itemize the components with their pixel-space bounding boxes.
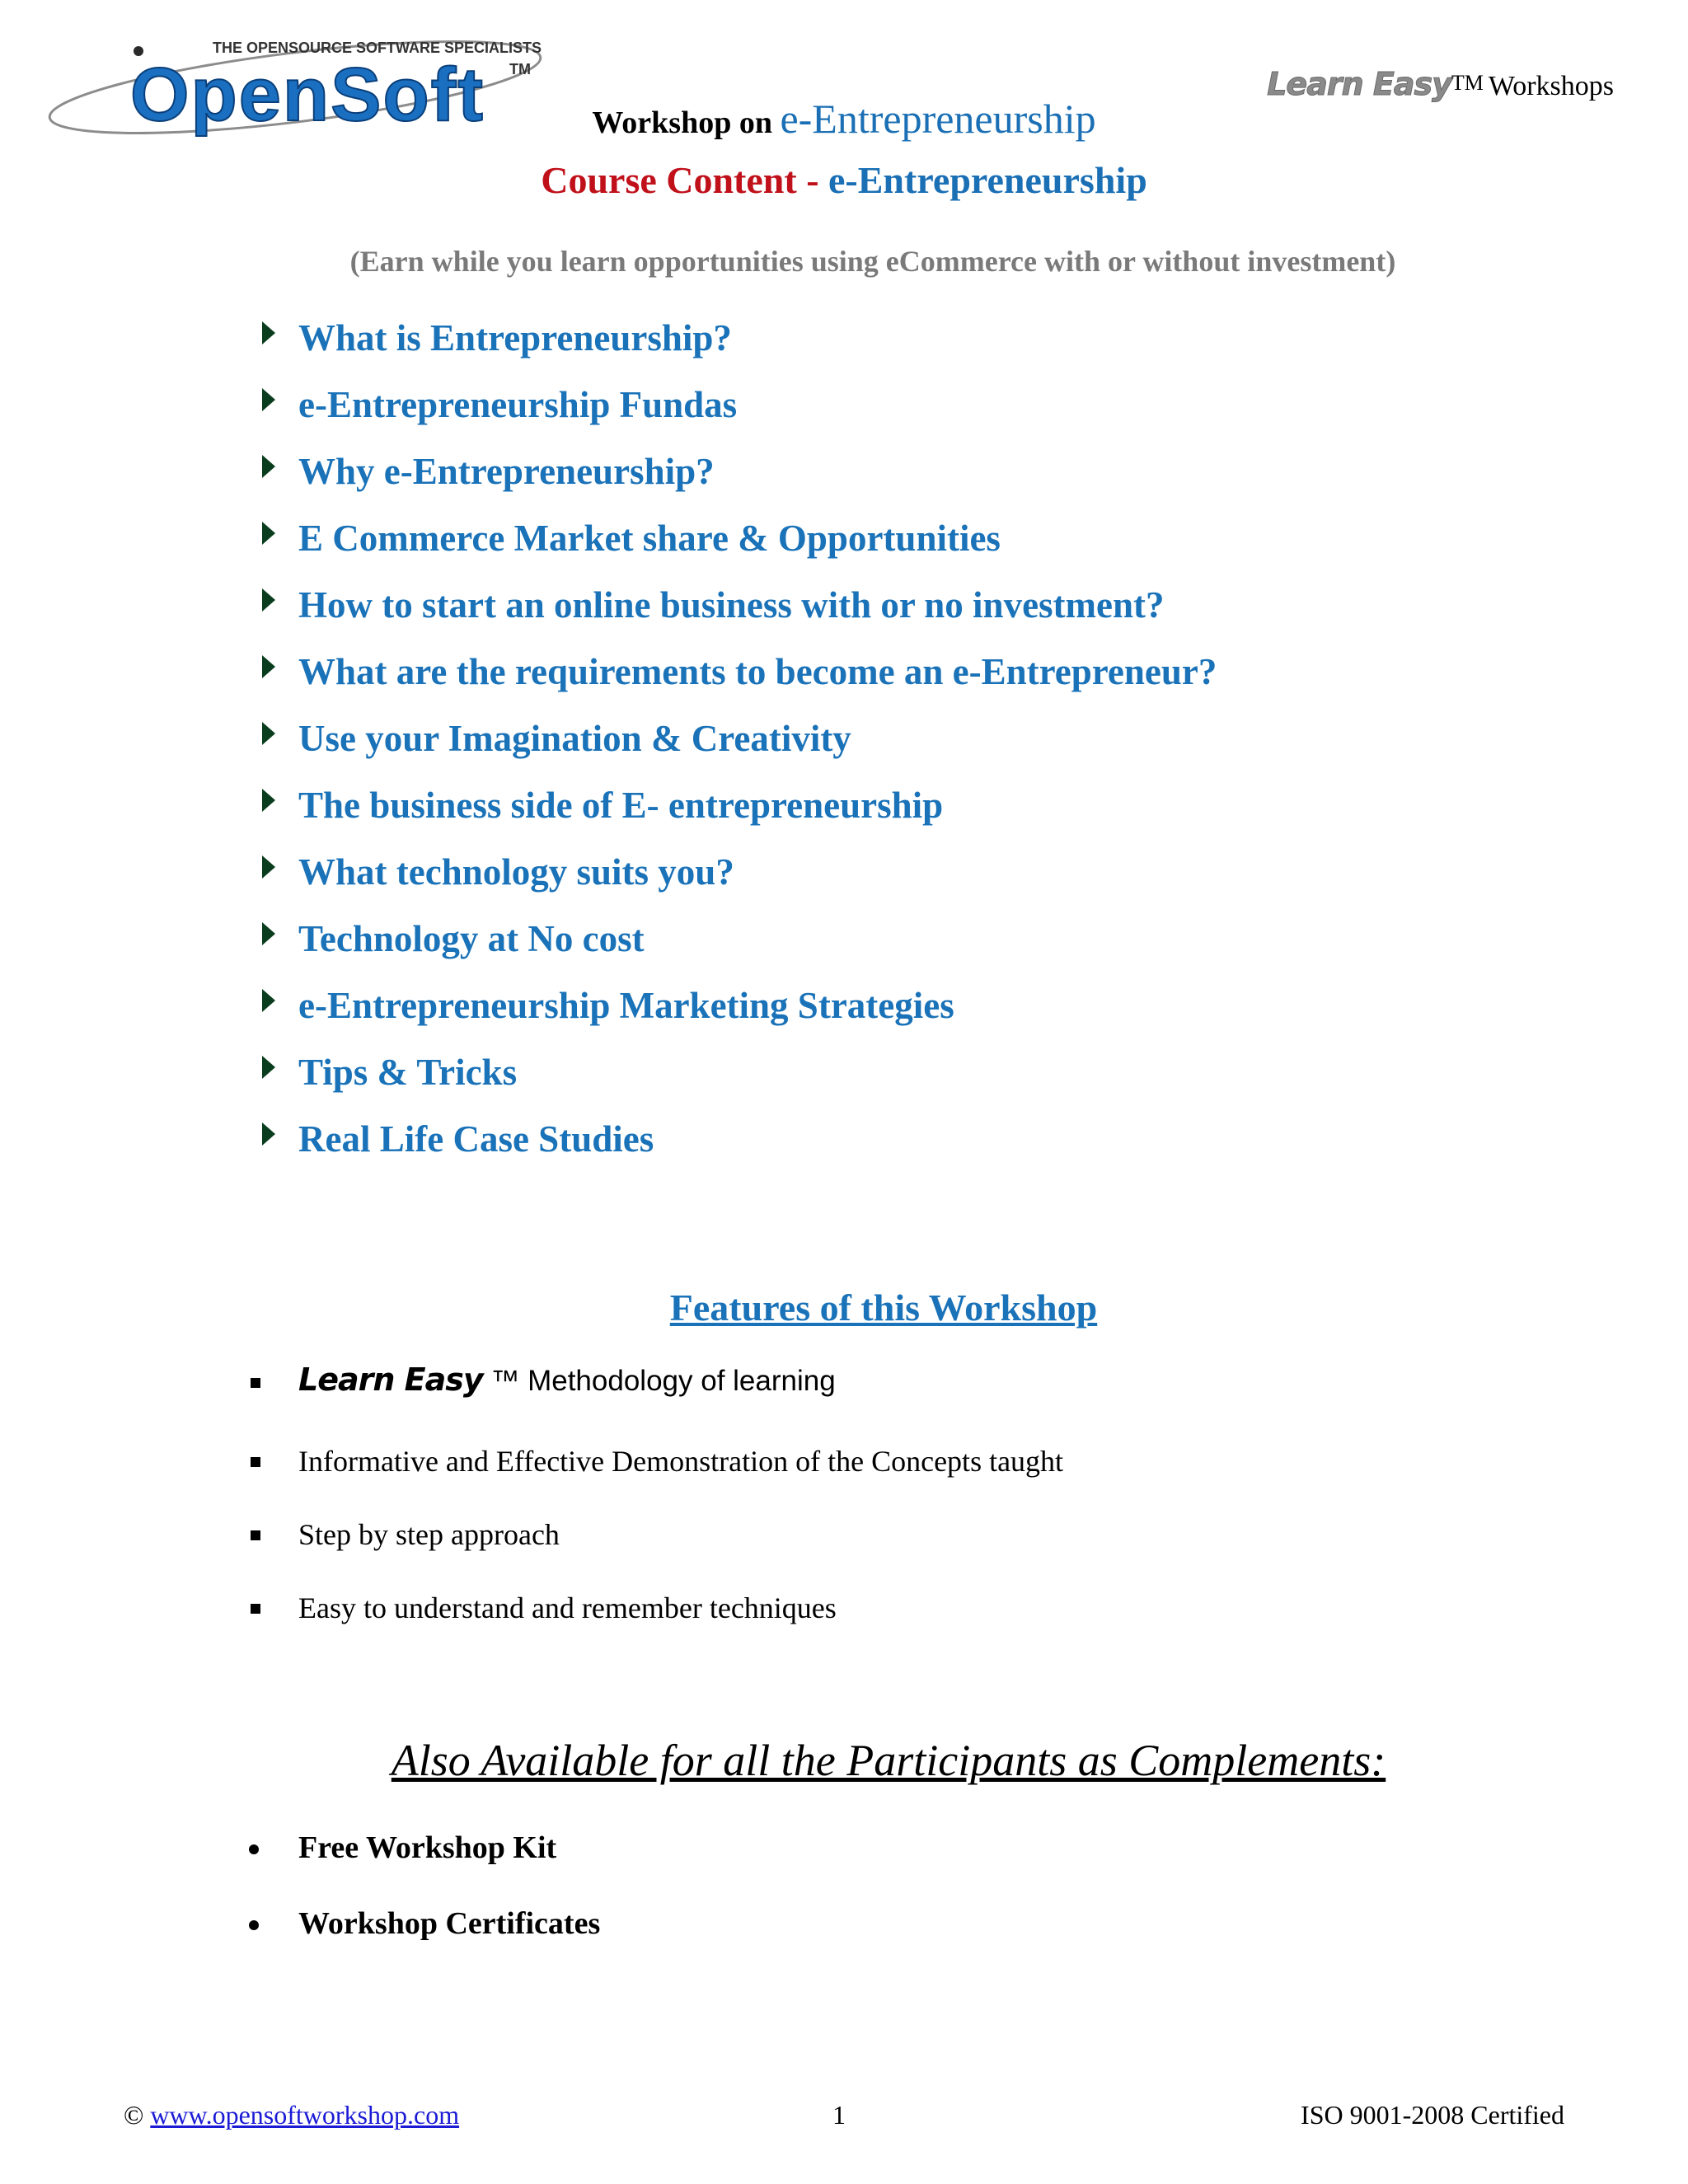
complement-label: Workshop Certificates	[298, 1906, 601, 1941]
triangle-bullet-icon	[262, 321, 275, 344]
round-bullet-icon	[249, 1920, 259, 1930]
course-title	[0, 158, 1688, 202]
course-topic-list	[257, 313, 1217, 1181]
workshop-prefix: Workshop on	[592, 105, 772, 140]
course-subtitle: (Earn while you learn opportunities using eCommerce with or without investment)	[349, 245, 1396, 278]
website-link[interactable]: www.opensoftworkshop.com	[150, 2100, 460, 2130]
complements-heading: Also Available for all the Participants as Complements:	[391, 1736, 1386, 1785]
feature-item	[247, 1517, 1063, 1591]
logo-tagline: THE OPENSOURCE SOFTWARE SPECIALISTS	[213, 40, 542, 56]
logo-name: OpenSoft	[130, 53, 485, 137]
triangle-bullet-icon	[262, 522, 275, 545]
topic-item	[257, 447, 1217, 513]
logo-tm: TM	[509, 61, 531, 77]
footer-copyright	[124, 2100, 459, 2130]
feature-item	[247, 1444, 1063, 1517]
topic-item	[257, 580, 1217, 647]
square-bullet-icon	[251, 1457, 260, 1467]
triangle-bullet-icon	[262, 1056, 275, 1079]
topic-item	[257, 1114, 1217, 1181]
triangle-bullet-icon	[262, 455, 275, 478]
topic-label: The business side of E- entrepreneurship	[298, 785, 944, 826]
page-number: 1	[832, 2100, 846, 2130]
topic-label: Tips & Tricks	[298, 1052, 518, 1093]
topic-label: What is Entrepreneurship?	[298, 317, 732, 359]
feature-label: Step by step approach	[298, 1518, 560, 1551]
workshop-topic: e-Entrepreneurship	[780, 96, 1096, 142]
topic-label: What are the requirements to become an e-Entrepreneur?	[298, 651, 1217, 692]
square-bullet-icon	[251, 1530, 260, 1540]
topic-item	[257, 647, 1217, 714]
course-title-prefix: Course Content -	[541, 159, 819, 201]
triangle-bullet-icon	[262, 789, 275, 812]
triangle-bullet-icon	[262, 855, 275, 879]
feature-item	[247, 1591, 1063, 1664]
topic-label: Real Life Case Studies	[298, 1118, 654, 1160]
features-heading: Features of this Workshop	[669, 1286, 1098, 1329]
course-title-topic: e-Entrepreneurship	[828, 159, 1147, 201]
topic-label: How to start an online business with or no investment?	[298, 584, 1165, 626]
feature-label: Informative and Effective Demonstration of the Concepts taught	[298, 1445, 1064, 1478]
topic-label: E Commerce Market share & Opportunities	[298, 518, 1001, 559]
triangle-bullet-icon	[262, 388, 275, 411]
square-bullet-icon	[251, 1604, 260, 1614]
feature-item	[247, 1361, 1063, 1444]
features-list	[247, 1361, 1063, 1664]
complement-item	[247, 1830, 600, 1905]
header-workshops-label: Workshops	[1488, 71, 1614, 101]
certification-label: ISO 9001-2008 Certified	[1301, 2100, 1564, 2130]
round-bullet-icon	[249, 1844, 259, 1854]
copyright-symbol: ©	[124, 2100, 144, 2130]
feature-label: Easy to understand and remember techniques	[298, 1591, 837, 1624]
trademark: TM	[1451, 71, 1484, 95]
triangle-bullet-icon	[262, 722, 275, 745]
topic-label: e-Entrepreneurship Marketing Strategies	[298, 985, 954, 1026]
topic-label: e-Entrepreneurship Fundas	[298, 384, 738, 425]
topic-item	[257, 847, 1217, 914]
topic-item	[257, 1047, 1217, 1114]
topic-label: Technology at No cost	[298, 918, 645, 959]
topic-label: Why e-Entrepreneurship?	[298, 451, 715, 492]
topic-item	[257, 914, 1217, 981]
topic-item	[257, 780, 1217, 847]
triangle-bullet-icon	[262, 1122, 275, 1146]
complement-item	[247, 1905, 600, 1981]
complement-label: Free Workshop Kit	[298, 1830, 557, 1865]
complements-list	[247, 1830, 600, 1981]
topic-item	[257, 714, 1217, 780]
topic-item	[257, 313, 1217, 380]
triangle-bullet-icon	[262, 655, 275, 678]
triangle-bullet-icon	[262, 922, 275, 945]
workshop-title	[0, 95, 1688, 143]
topic-label: Use your Imagination & Creativity	[298, 718, 851, 759]
topic-item	[257, 380, 1217, 447]
square-bullet-icon	[251, 1378, 260, 1388]
learn-easy-brand: Learn Easy	[298, 1361, 483, 1398]
feature-label: ™ Methodology of learning	[482, 1365, 836, 1397]
topic-label: What technology suits you?	[298, 851, 734, 893]
triangle-bullet-icon	[262, 588, 275, 612]
topic-item	[257, 981, 1217, 1047]
topic-item	[257, 513, 1217, 580]
triangle-bullet-icon	[262, 989, 275, 1012]
learn-easy-brand: Learn Easy	[1267, 66, 1451, 102]
